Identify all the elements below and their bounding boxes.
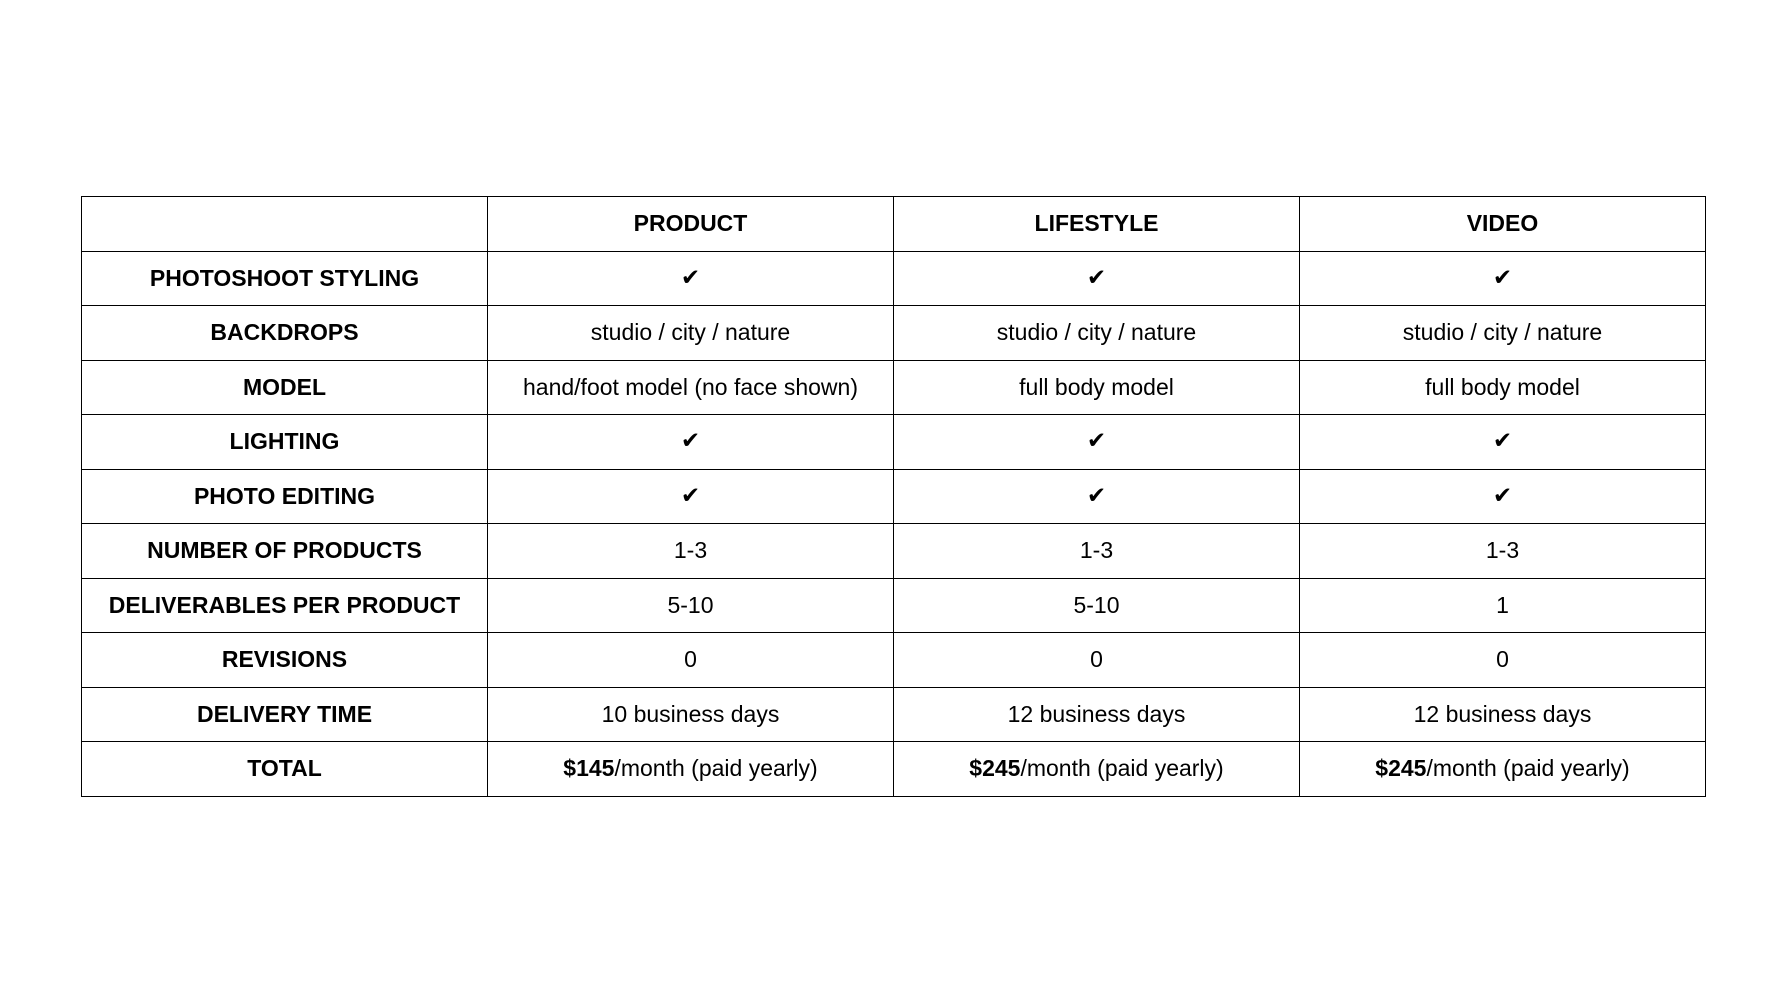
pricing-comparison-table: [81, 196, 1706, 797]
header-empty-cell: [82, 197, 488, 252]
row-label-number-of-products: NUMBER OF PRODUCTS: [82, 524, 488, 579]
row-label-model: MODEL: [82, 360, 488, 415]
row-label-delivery-time: DELIVERY TIME: [82, 687, 488, 742]
row-label-deliverables-per-product: DELIVERABLES PER PRODUCT: [82, 578, 488, 633]
check-icon: ✔: [894, 415, 1300, 470]
price-cell-product: [488, 742, 894, 797]
table-cell: hand/foot model (no face shown): [488, 360, 894, 415]
row-label-total: TOTAL: [82, 742, 488, 797]
check-icon: ✔: [894, 251, 1300, 306]
table-cell: 5-10: [488, 578, 894, 633]
price-amount: $245: [969, 755, 1021, 782]
row-label-backdrops: BACKDROPS: [82, 306, 488, 361]
column-header-product: PRODUCT: [488, 197, 894, 252]
row-label-lighting: LIGHTING: [82, 415, 488, 470]
table-row: [82, 687, 1706, 742]
check-icon: ✔: [488, 251, 894, 306]
price-suffix: /month (paid yearly): [1426, 755, 1630, 782]
table-cell: 0: [488, 633, 894, 688]
row-label-revisions: REVISIONS: [82, 633, 488, 688]
table-row: [82, 306, 1706, 361]
table-row: [82, 360, 1706, 415]
price-cell-lifestyle: [894, 742, 1300, 797]
total-row: [82, 742, 1706, 797]
check-icon: ✔: [894, 469, 1300, 524]
price-suffix: /month (paid yearly): [614, 755, 818, 782]
check-icon: ✔: [1300, 469, 1706, 524]
price-amount: $245: [1375, 755, 1427, 782]
column-header-lifestyle: LIFESTYLE: [894, 197, 1300, 252]
table-row: [82, 251, 1706, 306]
check-icon: ✔: [488, 469, 894, 524]
price-amount: $145: [563, 755, 615, 782]
table-row: [82, 633, 1706, 688]
header-row: [82, 197, 1706, 252]
table-cell: 12 business days: [894, 687, 1300, 742]
table-cell: 1-3: [894, 524, 1300, 579]
price-cell-video: [1300, 742, 1706, 797]
row-label-photoshoot-styling: PHOTOSHOOT STYLING: [82, 251, 488, 306]
table-row: [82, 524, 1706, 579]
table-cell: studio / city / nature: [894, 306, 1300, 361]
table-cell: full body model: [894, 360, 1300, 415]
table-cell: studio / city / nature: [488, 306, 894, 361]
check-icon: ✔: [488, 415, 894, 470]
table-cell: 12 business days: [1300, 687, 1706, 742]
table-cell: 0: [894, 633, 1300, 688]
check-icon: ✔: [1300, 415, 1706, 470]
column-header-video: VIDEO: [1300, 197, 1706, 252]
table-row: [82, 578, 1706, 633]
table-row: [82, 415, 1706, 470]
table-cell: 1-3: [488, 524, 894, 579]
table-cell: full body model: [1300, 360, 1706, 415]
table-cell: 1-3: [1300, 524, 1706, 579]
table-cell: 10 business days: [488, 687, 894, 742]
row-label-photo-editing: PHOTO EDITING: [82, 469, 488, 524]
table-cell: 0: [1300, 633, 1706, 688]
price-suffix: /month (paid yearly): [1020, 755, 1224, 782]
table-cell: 5-10: [894, 578, 1300, 633]
table-cell: studio / city / nature: [1300, 306, 1706, 361]
check-icon: ✔: [1300, 251, 1706, 306]
table-cell: 1: [1300, 578, 1706, 633]
table-row: [82, 469, 1706, 524]
